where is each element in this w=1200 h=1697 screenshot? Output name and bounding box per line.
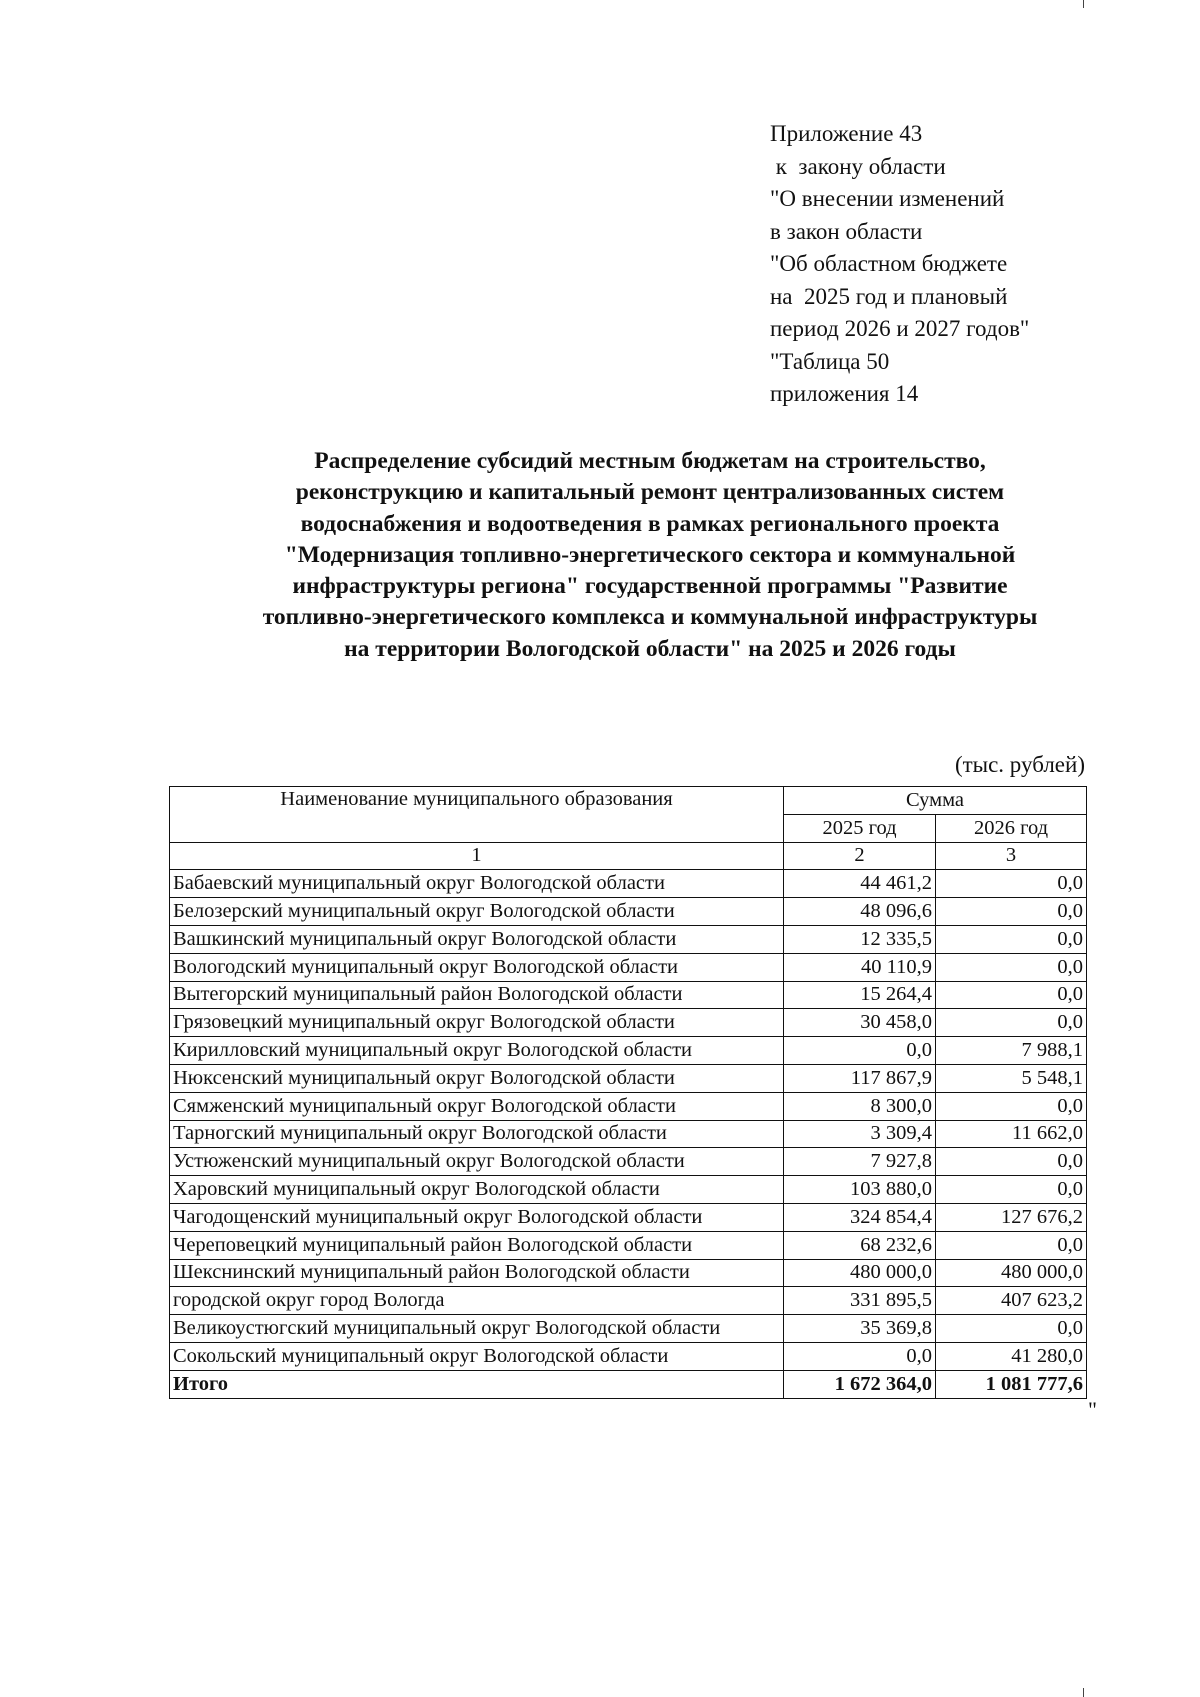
municipality-name: Тарногский муниципальный округ Вологодской области <box>170 1120 784 1148</box>
appendix-line: "Таблица 50 <box>770 348 890 374</box>
amount-2025: 40 110,9 <box>784 953 936 981</box>
amount-2025: 0,0 <box>784 1037 936 1065</box>
appendix-line: к закону области <box>770 153 946 179</box>
municipality-name: Сокольский муниципальный округ Вологодской области <box>170 1342 784 1370</box>
amount-2025: 480 000,0 <box>784 1259 936 1287</box>
amount-2026: 0,0 <box>936 925 1087 953</box>
amount-2025: 44 461,2 <box>784 870 936 898</box>
table-header-row <box>170 787 1087 815</box>
municipality-name: Шекснинский муниципальный район Вологодской области <box>170 1259 784 1287</box>
amount-2025: 48 096,6 <box>784 898 936 926</box>
table-row <box>170 1037 1087 1065</box>
table-row <box>170 1120 1087 1148</box>
title-line: "Модернизация топливно-энергетического сектора и коммунальной <box>284 541 1016 568</box>
municipality-name: Вашкинский муниципальный округ Вологодской области <box>170 925 784 953</box>
column-number: 1 <box>170 842 784 870</box>
table-column-numbers-row <box>170 842 1087 870</box>
amount-2026: 5 548,1 <box>936 1064 1087 1092</box>
amount-2025: 8 300,0 <box>784 1092 936 1120</box>
municipality-name: Харовский муниципальный округ Вологодской области <box>170 1176 784 1204</box>
total-2025: 1 672 364,0 <box>784 1370 936 1398</box>
table-row <box>170 1259 1087 1287</box>
municipality-name: Вологодский муниципальный округ Вологодской области <box>170 953 784 981</box>
appendix-line: приложения 14 <box>770 381 919 406</box>
amount-2026: 11 662,0 <box>936 1120 1087 1148</box>
amount-2026: 0,0 <box>936 1092 1087 1120</box>
subsidy-table <box>169 786 1087 1399</box>
amount-2026: 0,0 <box>936 1009 1087 1037</box>
units-label: (тыс. рублей) <box>954 752 1085 777</box>
table-row <box>170 1315 1087 1343</box>
amount-2025: 117 867,9 <box>784 1064 936 1092</box>
appendix-line: "Об областном бюджете <box>770 251 1008 276</box>
appendix-line: в закон области <box>770 218 923 244</box>
amount-2025: 7 927,8 <box>784 1148 936 1176</box>
appendix-reference <box>770 118 1029 411</box>
table-row <box>170 870 1087 898</box>
municipality-name: Чагодощенский муниципальный округ Вологодской области <box>170 1203 784 1231</box>
amount-2026: 0,0 <box>936 1231 1087 1259</box>
amount-2025: 0,0 <box>784 1342 936 1370</box>
table-row <box>170 898 1087 926</box>
table-total-row <box>170 1370 1087 1398</box>
municipality-name: Сямженский муниципальный округ Вологодской области <box>170 1092 784 1120</box>
municipality-name: Устюженский муниципальный округ Вологодской области <box>170 1148 784 1176</box>
table-row <box>170 1342 1087 1370</box>
municipality-name: Нюксенский муниципальный округ Вологодской области <box>170 1064 784 1092</box>
amount-2025: 3 309,4 <box>784 1120 936 1148</box>
page-edge-mark-bottom <box>1083 1688 1084 1697</box>
table-row <box>170 1064 1087 1092</box>
amount-2025: 324 854,4 <box>784 1203 936 1231</box>
title-line: инфраструктуры региона" государственной программы "Развитие <box>292 573 1008 600</box>
amount-2025: 30 458,0 <box>784 1009 936 1037</box>
title-line: реконструкцию и капитальный ремонт централизованных систем <box>295 479 1005 506</box>
column-number: 2 <box>784 842 936 870</box>
amount-2026: 0,0 <box>936 1148 1087 1176</box>
table-row <box>170 953 1087 981</box>
municipality-name: городской округ город Вологда <box>170 1287 784 1315</box>
municipality-name: Белозерский муниципальный округ Вологодской области <box>170 898 784 926</box>
amount-2026: 0,0 <box>936 898 1087 926</box>
amount-2025: 103 880,0 <box>784 1176 936 1204</box>
appendix-line: "О внесении изменений <box>770 186 1005 211</box>
column-number: 3 <box>936 842 1087 870</box>
amount-2025: 15 264,4 <box>784 981 936 1009</box>
table-row <box>170 1231 1087 1259</box>
amount-2026: 0,0 <box>936 870 1087 898</box>
header-name: Наименование муниципального образования <box>170 787 784 843</box>
table-row <box>170 981 1087 1009</box>
amount-2026: 7 988,1 <box>936 1037 1087 1065</box>
municipality-name: Череповецкий муниципальный район Вологодской области <box>170 1231 784 1259</box>
amount-2026: 480 000,0 <box>936 1259 1087 1287</box>
amount-2026: 0,0 <box>936 953 1087 981</box>
municipality-name: Великоустюгский муниципальный округ Вологодской области <box>170 1315 784 1343</box>
header-year-2025: 2025 год <box>784 814 936 842</box>
title-line: водоснабжения и водоотведения в рамках регионального проекта <box>300 510 1000 537</box>
table-row <box>170 1092 1087 1120</box>
table-row <box>170 1287 1087 1315</box>
appendix-line: Приложение 43 <box>770 121 923 146</box>
document-title <box>150 446 1150 665</box>
header-year-2026: 2026 год <box>936 814 1087 842</box>
municipality-name: Кирилловский муниципальный округ Вологодской области <box>170 1037 784 1065</box>
amount-2025: 12 335,5 <box>784 925 936 953</box>
table-row <box>170 1203 1087 1231</box>
appendix-line: на 2025 год и плановый <box>770 283 1008 309</box>
amount-2025: 35 369,8 <box>784 1315 936 1343</box>
title-line: на территории Вологодской области" на 2025 и 2026 годы <box>344 635 956 662</box>
table-row <box>170 925 1087 953</box>
title-line: топливно-энергетического комплекса и коммунальной инфраструктуры <box>262 604 1038 631</box>
table-row <box>170 1148 1087 1176</box>
appendix-line: период 2026 и 2027 годов" <box>770 316 1030 341</box>
total-2026: 1 081 777,6 <box>936 1370 1087 1398</box>
title-line: Распределение субсидий местным бюджетам на строительство, <box>314 448 986 474</box>
amount-2026: 127 676,2 <box>936 1203 1087 1231</box>
header-sum: Сумма <box>784 787 1087 815</box>
municipality-name: Грязовецкий муниципальный округ Вологодской области <box>170 1009 784 1037</box>
closing-quote: " <box>1088 1397 1097 1422</box>
municipality-name: Бабаевский муниципальный округ Вологодской области <box>170 870 784 898</box>
table-row <box>170 1176 1087 1204</box>
amount-2026: 0,0 <box>936 1315 1087 1343</box>
total-label: Итого <box>170 1370 784 1398</box>
amount-2025: 68 232,6 <box>784 1231 936 1259</box>
page-edge-mark-top <box>1083 0 1084 8</box>
municipality-name: Вытегорский муниципальный район Вологодской области <box>170 981 784 1009</box>
amount-2026: 0,0 <box>936 1176 1087 1204</box>
amount-2025: 331 895,5 <box>784 1287 936 1315</box>
table-row <box>170 1009 1087 1037</box>
amount-2026: 407 623,2 <box>936 1287 1087 1315</box>
amount-2026: 0,0 <box>936 981 1087 1009</box>
amount-2026: 41 280,0 <box>936 1342 1087 1370</box>
